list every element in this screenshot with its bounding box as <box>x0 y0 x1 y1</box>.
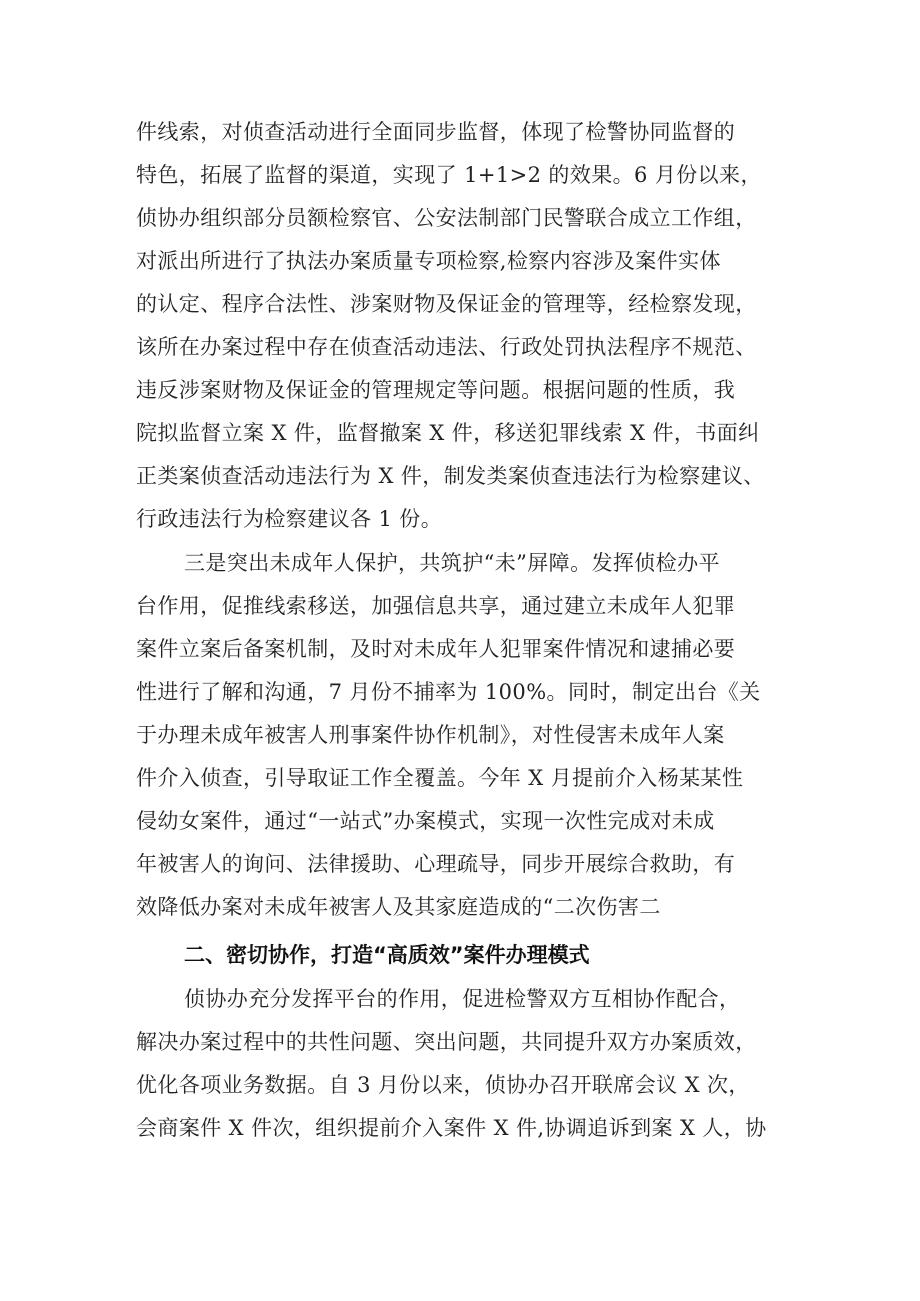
paragraph-line: 解决办案过程中的共性问题、突出问题，共同提升双方办案质效， <box>136 1030 757 1054</box>
paragraph-line: 侵幼女案件，通过“一站式”办案模式，实现一次性完成对未成 <box>136 809 715 833</box>
paragraph-line: 正类案侦查活动违法行为 X 件，制发类案侦查违法行为检察建议、 <box>136 464 765 488</box>
paragraph-line: 性进行了解和沟通，7 月份不捕率为 100%。同时，制定出台《关 <box>136 680 761 704</box>
paragraph-line: 件介入侦查，引导取证工作全覆盖。今年 X 月提前介入杨某某性 <box>136 766 744 790</box>
paragraph-line: 院拟监督立案 X 件，监督撤案 X 件，移送犯罪线索 X 件，书面纠 <box>136 421 760 445</box>
paragraph-line: 案件立案后备案机制，及时对未成年人犯罪案件情况和逮捕必要 <box>136 637 736 661</box>
paragraph-line: 特色，拓展了监督的渠道，实现了 1+1>2 的效果。6 月份以来， <box>136 163 762 187</box>
paragraph-line: 会商案件 X 件次，组织提前介入案件 X 件,协调追诉到案 X 人，协 <box>136 1116 767 1140</box>
paragraph-line: 于办理未成年被害人刑事案件协作机制》，对性侵害未成年人案 <box>136 723 725 747</box>
section-heading: 二、密切协作，打造“高质效”案件办理模式 <box>184 943 590 967</box>
paragraph-line: 行政违法行为检察建议各 1 份。 <box>136 507 443 531</box>
paragraph-line: 的认定、程序合法性、涉案财物及保证金的管理等，经检察发现， <box>136 292 757 316</box>
paragraph-line: 侦协办组织部分员额检察官、公安法制部门民警联合成立工作组， <box>136 206 757 230</box>
paragraph-line: 年被害人的询问、法律援助、心理疏导，同步开展综合救助，有 <box>136 852 736 876</box>
paragraph-line: 对派出所进行了执法办案质量专项检察,检察内容涉及案件实体 <box>136 249 721 273</box>
paragraph-line: 优化各项业务数据。自 3 月份以来，侦协办召开联席会议 X 次， <box>136 1073 750 1097</box>
paragraph-line: 件线索，对侦查活动进行全面同步监督，体现了检警协同监督的 <box>136 120 736 144</box>
paragraph-line: 效降低办案对未成年被害人及其家庭造成的“二次伤害二 <box>136 895 661 919</box>
paragraph-line: 台作用，促推线索移送，加强信息共享，通过建立未成年人犯罪 <box>136 594 736 618</box>
paragraph-line: 三是突出未成年人保护，共筑护“未”屏障。发挥侦检办平 <box>184 551 720 575</box>
paragraph-line: 侦协办充分发挥平台的作用，促进检警双方互相协作配合， <box>184 987 741 1011</box>
paragraph-line: 该所在办案过程中存在侦查活动违法、行政处罚执法程序不规范、 <box>136 335 757 359</box>
paragraph-line: 违反涉案财物及保证金的管理规定等问题。根据问题的性质，我 <box>136 378 736 402</box>
